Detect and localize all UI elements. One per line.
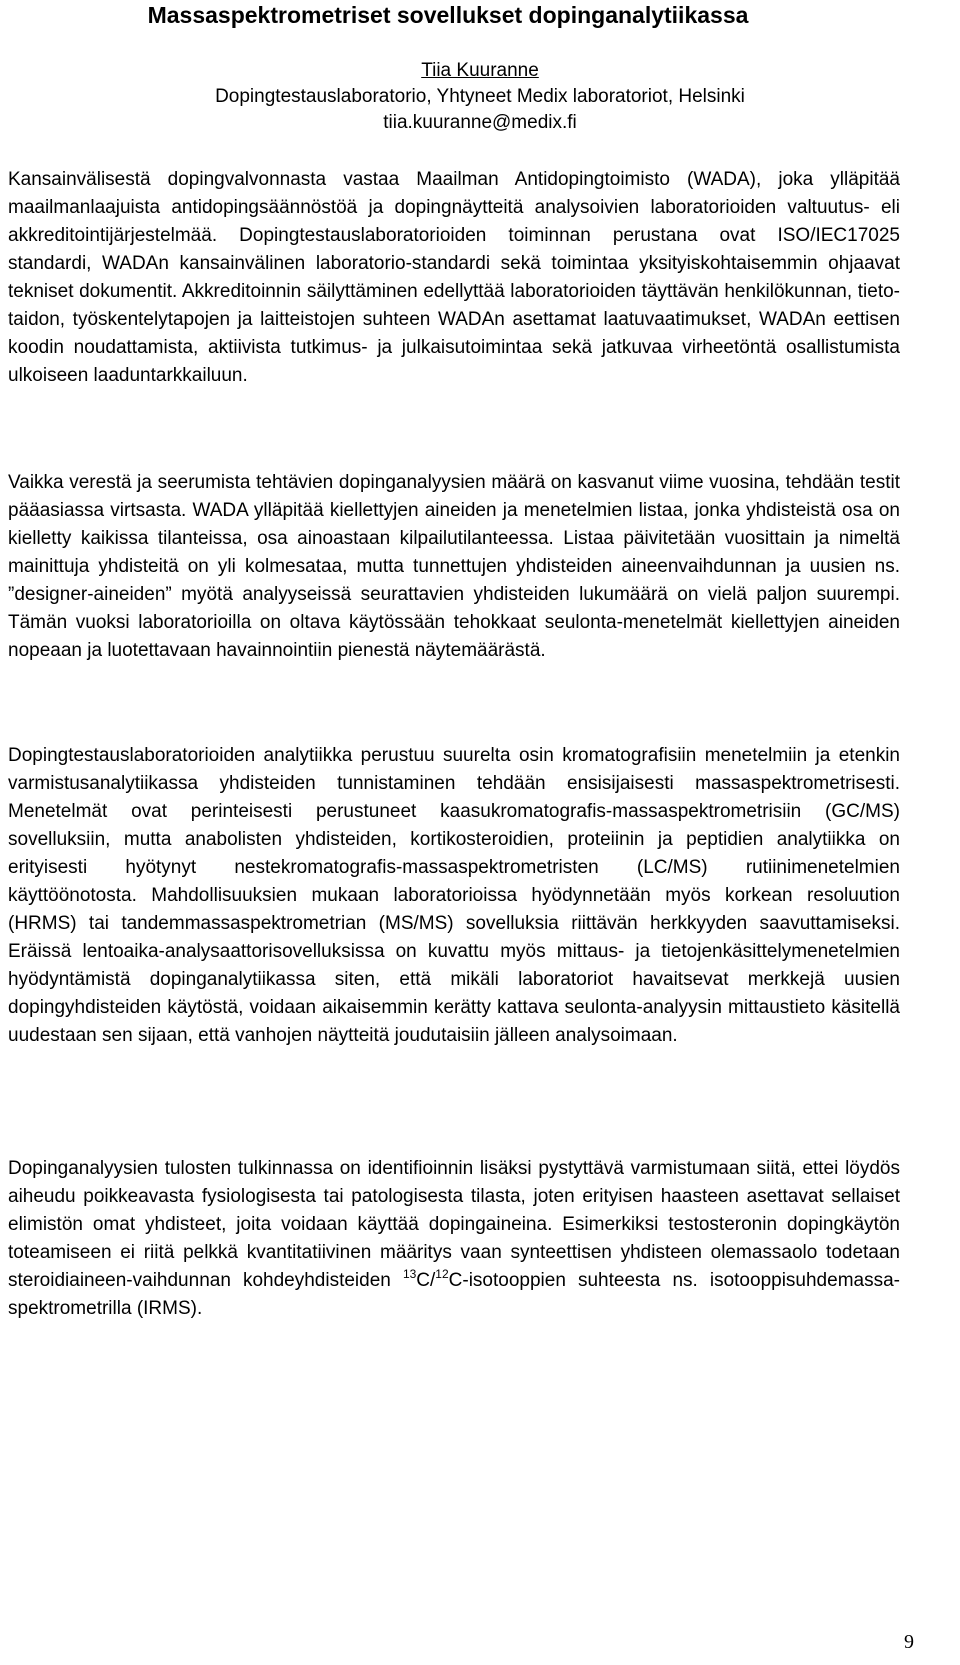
author-email: tiia.kuuranne@medix.fi [383,112,577,133]
document-title: Massaspektrometriset sovellukset dopinganalytiikassa [147,2,749,28]
paragraph-1: Kansainvälisestä dopingvalvonnasta vastaa Maailman Antidopingtoimisto (WADA), joka ylläpitää maailmanlaajuista antidopingsäännöstöä ja dopingnäytteitä analysoivien laboratorioiden valtuutus- eli akkreditointijärjestelmää. Dopingtestauslaboratorioiden toiminnan perustana ovat ISO/IEC17025 standardi, WADAn kansainvälinen laboratorio-standardi sekä toimintaa yksityiskohtaisemmin ohjaavat tekniset dokumentit. Akkreditoinnin säilyttäminen edellyttää laboratorioiden täyttävän henkilökunnan, tieto-taidon, työskentelytapojen ja laitteistojen suhteen WADAn asettamat laatuvaatimukset, WADAn eettisen koodin noudattamista, aktiivista tutkimus- ja julkaisutoimintaa sekä jatkuvaa virheetöntä osallistumista ulkoiseen laaduntarkkailuun. [8,169,900,386]
author-affiliation: Dopingtestauslaboratorio, Yhtyneet Medix laboratoriot, Helsinki [215,86,745,107]
paragraph-3: Dopingtestauslaboratorioiden analytiikka perustuu suurelta osin kromatografisiin menetelmiin ja etenkin varmistusanalytiikassa yhdisteiden tunnistaminen tehdään ensisijaisesti massaspektrometrisesti. Menetelmät ovat perinteisesti perustuneet kaasukromatografis-massaspektrometrisiin (GC/MS) sovelluksiin, mutta anabolisten yhdisteiden, kortikosteroidien, proteiinin ja peptidien analytiikka on erityisesti hyötynyt nestekromatografis-massaspektrometristen (LC/MS) rutiinimenetelmien käyttöönotosta. Mahdollisuuksien mukaan laboratorioissa hyödynnetään myös korkean resoluution (HRMS) tai tandemmassaspektrometrian (MS/MS) sovelluksia riittävän herkkyyden saavuttamiseksi. Eräissä lentoaika-analysaattorisovelluksissa on kuvattu myös mittaus- ja tietojenkäsittelymenetelmien hyödyntämistä dopinganalytiikassa siten, että mikäli laboratoriot havaitsevat merkkejä uusien dopingyhdisteiden käytöstä, voidaan aikaisemmin kerätty kattava seulonta-analyysin mittaustieto käsitellä uudestaan sen sijaan, että vanhojen näytteitä joudutaisiin jälleen analysoimaan. [8,745,900,1046]
paragraph-4-text-mid: C/ [416,1270,436,1291]
page-number: 9 [904,1631,914,1653]
paragraph-4 [8,1155,900,1323]
paragraph-4-text-start: Dopinganalyysien tulosten tulkinnassa on identifioinnin lisäksi pystyttävä varmistumaan siitä, ettei löydös aiheudu poikkeavasta fysiologisesta tai patologisesta tilasta, joten erityisen haasteen asettavat sellaiset elimistön omat yhdisteet, joita voidaan käyttää dopingaineina. Esimerkiksi testosteronin dopingkäytön toteamiseen ei riitä pelkkä kvantitatiivinen määritys vaan synteettisen yhdisteen olemassaolo todetaan steroidiaineen-vaihdunnan kohdeyhdisteiden [8,1158,900,1291]
superscript-13: 13 [402,1267,417,1281]
paragraph-4-text-end: C-isotooppien suhteesta ns. isotooppisuhdemassa-spektrometrilla (IRMS). [8,1270,900,1319]
superscript-12: 12 [435,1267,449,1281]
paragraph-2: Vaikka verestä ja seerumista tehtävien dopinganalyysien määrä on kasvanut viime vuosina, tehdään testit pääasiassa virtsasta. WADA ylläpitää kiellettyjen aineiden ja menetelmien listaa, jonka yhdisteistä osa on kielletty kaikissa tilanteissa, osa ainoastaan kilpailutilanteessa. Listaa päivitetään vuosittain ja nimeltä mainittuja yhdisteitä on yli kolmesataa, mutta tunnettujen yhdisteiden aineenvaihdunnan ja uusien ns. ”designer-aineiden” myötä analyyseissä seurattavien yhdisteiden lukumäärä on vielä paljon suurempi. Tämän vuoksi laboratorioilla on oltava käytössään tehokkaat seulonta-menetelmät kiellettyjen aineiden nopeaan ja luotettavaan havainnointiin pienestä näytemäärästä. [8,472,900,661]
author-block [0,58,960,136]
author-name: Tiia Kuuranne [421,60,539,81]
